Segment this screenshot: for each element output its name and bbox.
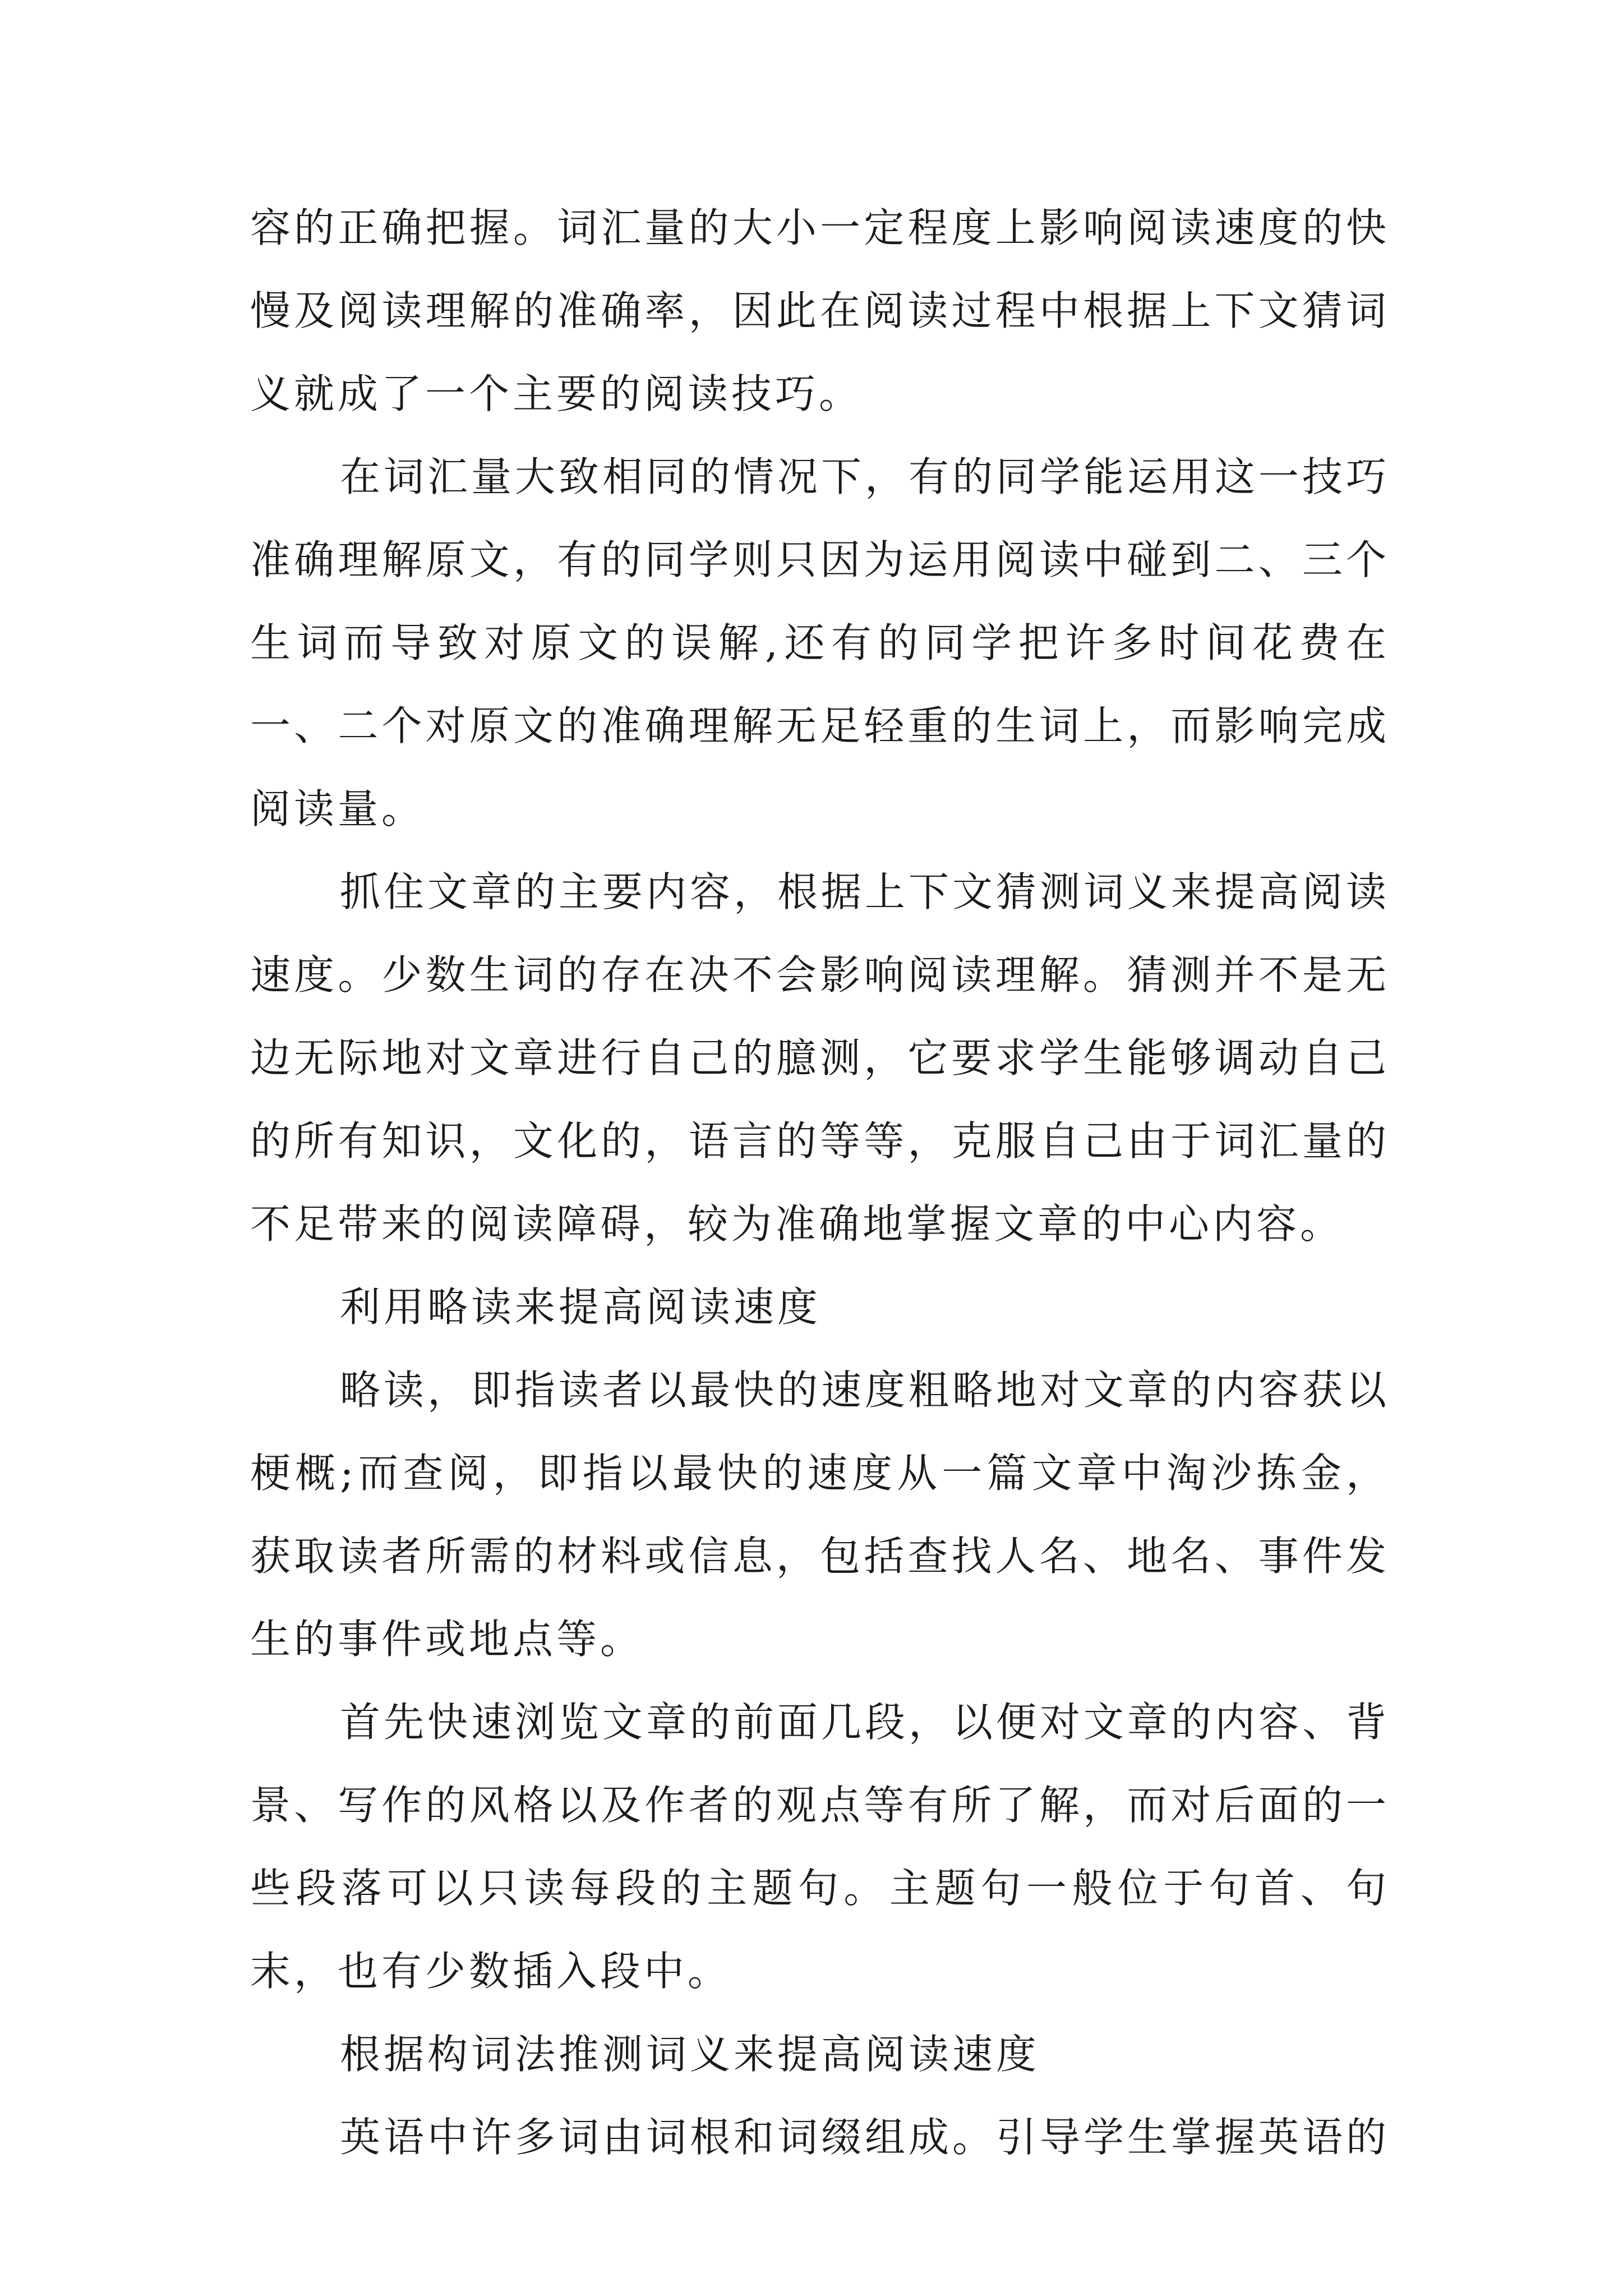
section-heading-skimming: 利用略读来提高阅读速度 [340, 1283, 822, 1331]
paragraph-word-formation: 英语中许多词由词根和词缀组成。引导学生掌握英语的 [340, 2114, 1390, 2161]
paragraph-vocabulary-situation: 在词汇量大致相同的情况下，有的同学能运用这一技巧准确理解原文，有的同学则只因为运用阅读中碰到二、三个生词而导致对原文的误解,还有的同学把许多时间花费在一、二个对原文的准确理解无足轻重的生词上，而影响完成阅读量。 [250, 453, 1390, 832]
document-body [250, 186, 1390, 2179]
section-heading-word-formation: 根据构词法推测词义来提高阅读速度 [340, 2031, 1040, 2078]
paragraph-skimming-definition: 略读，即指读者以最快的速度粗略地对文章的内容获以梗概;而查阅，即指以最快的速度从一篇文章中淘沙拣金，获取读者所需的材料或信息，包括查找人名、地名、事件发生的事件或地点等。 [250, 1366, 1390, 1663]
paragraph-continuation: 容的正确把握。词汇量的大小一定程度上影响阅读速度的快慢及阅读理解的准确率，因此在阅读过程中根据上下文猜词义就成了一个主要的阅读技巧。 [250, 204, 1390, 417]
paragraph-skimming-method: 首先快速浏览文章的前面几段，以便对文章的内容、背景、写作的风格以及作者的观点等有所了解，而对后面的一些段落可以只读每段的主题句。主题句一般位于句首、句末，也有少数插入段中。 [250, 1699, 1390, 1995]
paragraph-guess-word-meaning: 抓住文章的主要内容，根据上下文猜测词义来提高阅读速度。少数生词的存在决不会影响阅读理解。猜测并不是无边无际地对文章进行自己的臆测，它要求学生能够调动自己的所有知识，文化的，语言的等等，克服自己由于词汇量的不足带来的阅读障碍，较为准确地掌握文章的中心内容。 [250, 868, 1390, 1248]
